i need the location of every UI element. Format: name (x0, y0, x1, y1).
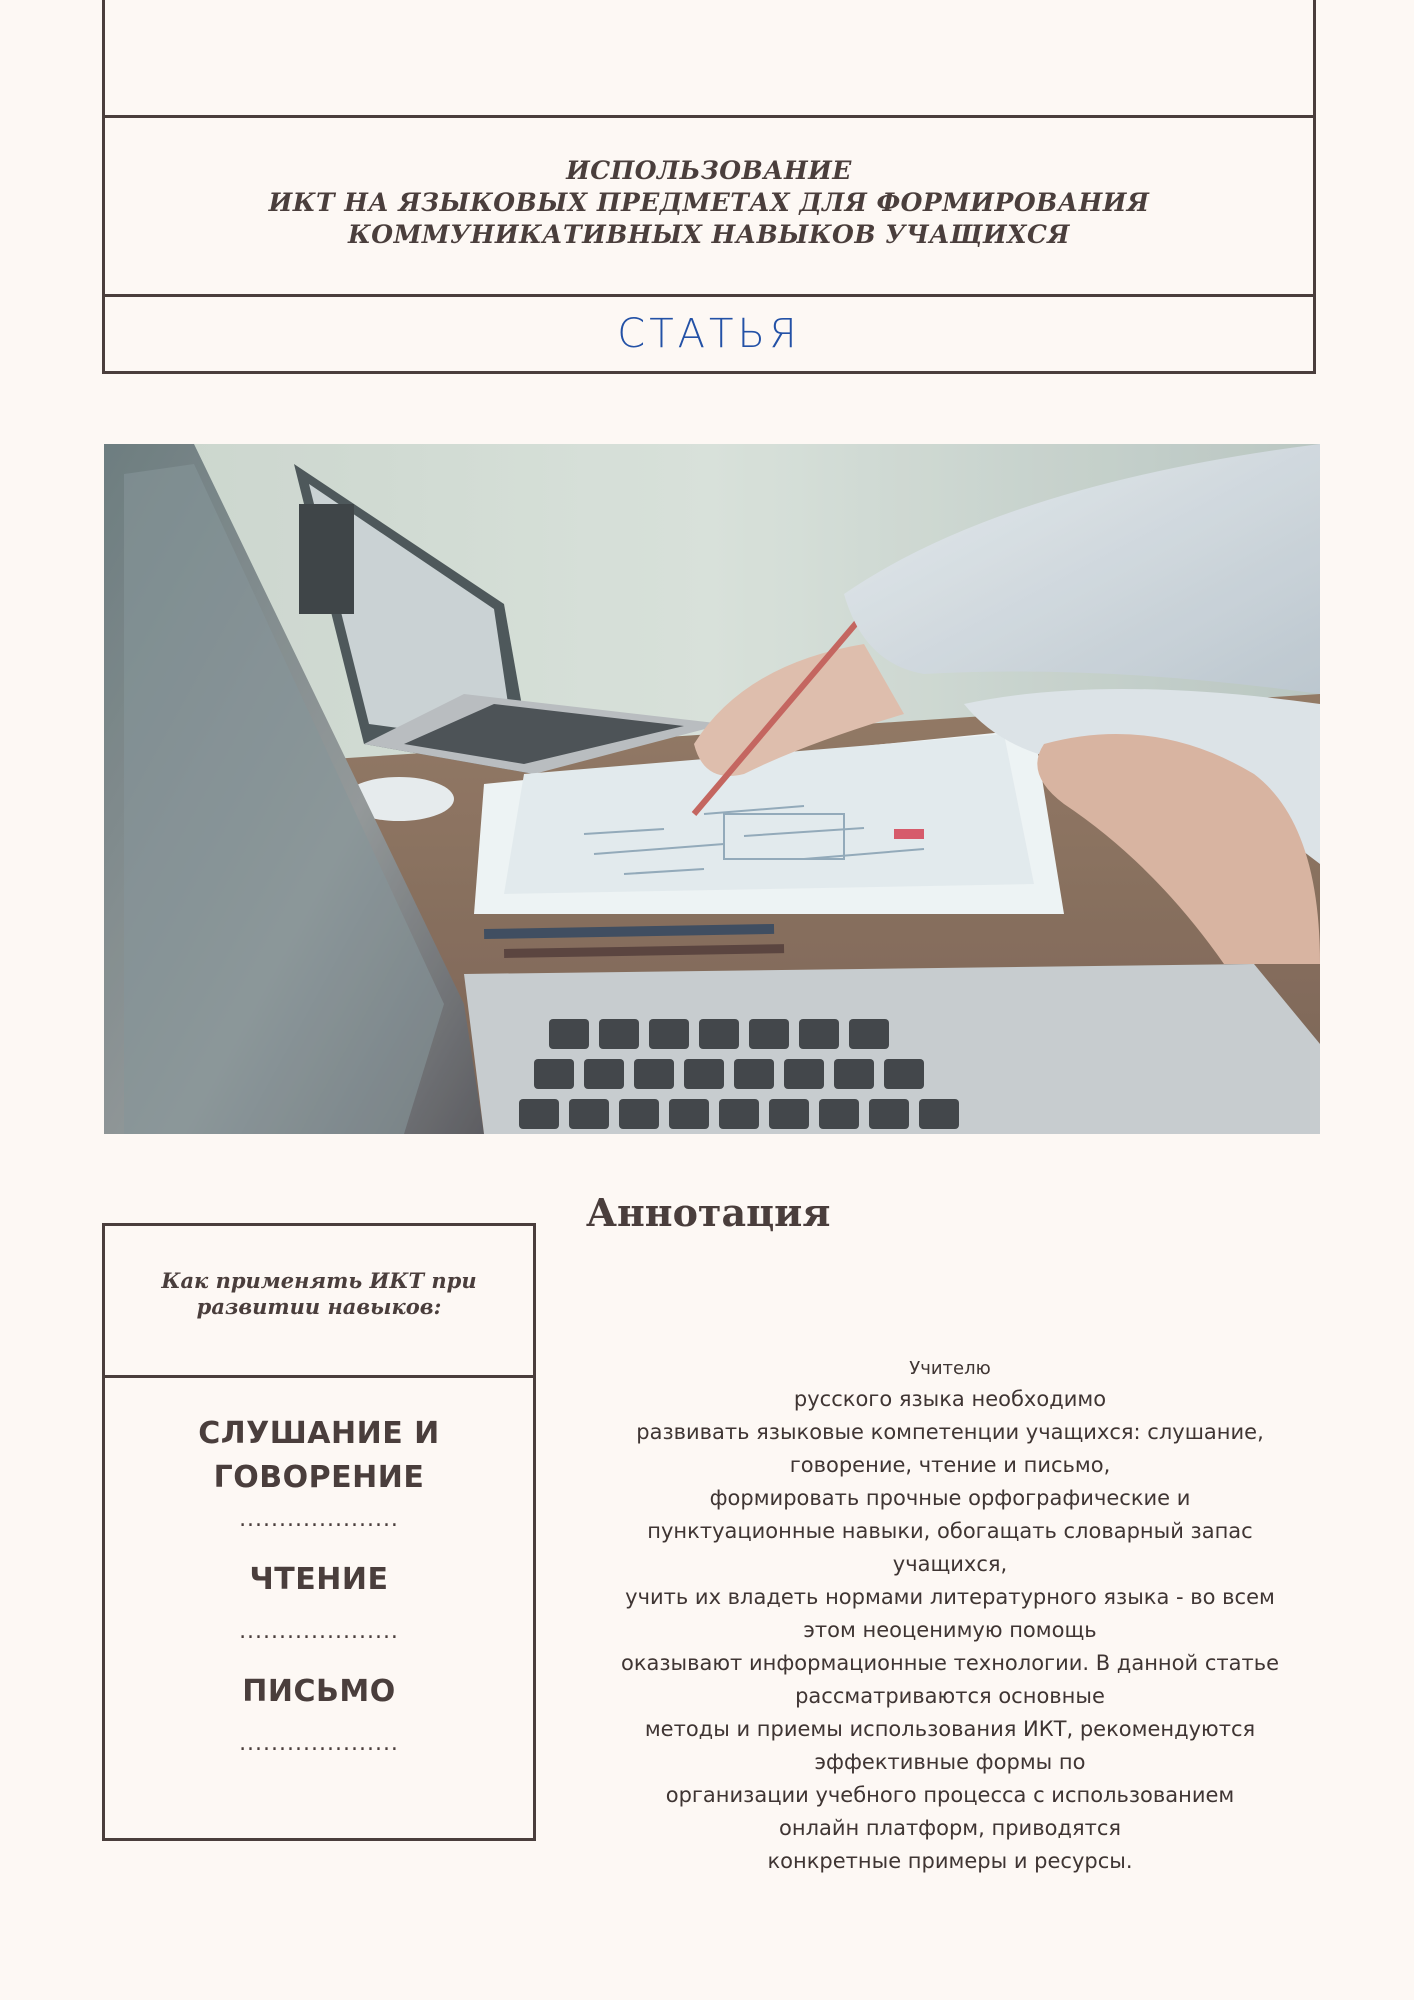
skill-reading: ЧТЕНИЕ (249, 1562, 389, 1597)
annotation-line: рассматриваются основные (795, 1684, 1105, 1708)
annotation-line: конкретные примеры и ресурсы. (767, 1849, 1133, 1873)
annotation-line: развивать языковые компетенции учащихся: слушание, (636, 1420, 1264, 1444)
dotted-separator: .................... (239, 1731, 399, 1756)
skills-list (105, 1378, 533, 1754)
dotted-separator: .................... (239, 1619, 399, 1644)
annotation-line: организации учебного процесса с использованием (665, 1783, 1235, 1807)
skills-sidebar (102, 1223, 536, 1841)
skill-label: СЛУШАНИЕ И (198, 1416, 440, 1451)
doc-type-frame (102, 294, 1316, 374)
annotation-line: онлайн платформ, приводятся (779, 1816, 1121, 1840)
sidebar-header (105, 1226, 533, 1378)
annotation-line: формировать прочные орфографические и (709, 1486, 1191, 1510)
annotation-line: русского языка необходимо (793, 1387, 1107, 1411)
skill-listening-speaking (105, 1412, 533, 1500)
annotation-title: Аннотация (586, 1190, 831, 1235)
annotation-line: методы и приемы использования ИКТ, рекомендуются (644, 1717, 1256, 1741)
annotation-line: пунктуационные навыки, обогащать словарный запас (647, 1519, 1253, 1543)
top-frame (102, 0, 1316, 118)
sidebar-heading: Как применять ИКТ при развитии навыков: (161, 1267, 477, 1319)
skill-writing: ПИСЬМО (242, 1674, 396, 1709)
annotation-body (580, 1355, 1320, 1878)
skill-label: ГОВОРЕНИЕ (213, 1460, 425, 1495)
annotation-line: говорение, чтение и письмо, (789, 1453, 1111, 1477)
annotation-line: эффективные формы по (814, 1750, 1086, 1774)
page-title (269, 155, 1150, 251)
laptops-and-documents-photo (104, 444, 1320, 1134)
annotation-line: учить их владеть нормами литературного языка - во всем (625, 1585, 1275, 1609)
annotation-line: учащихся, (892, 1552, 1008, 1576)
annotation-line: оказывают информационные технологии. В данной статье (620, 1651, 1279, 1675)
title-frame (102, 115, 1316, 297)
doc-type-label: СТАТЬЯ (617, 311, 801, 357)
annotation-line: Учителю (909, 1358, 991, 1379)
title-line-2: ИКТ НА ЯЗЫКОВЫХ ПРЕДМЕТАХ ДЛЯ ФОРМИРОВАНИЯ (268, 188, 1150, 217)
title-line-3: КОММУНИКАТИВНЫХ НАВЫКОВ УЧАЩИХСЯ (348, 220, 1070, 249)
dotted-separator: .................... (239, 1507, 399, 1532)
title-line-1: ИСПОЛЬЗОВАНИЕ (566, 156, 852, 185)
annotation-line: этом неоценимую помощь (803, 1618, 1097, 1642)
